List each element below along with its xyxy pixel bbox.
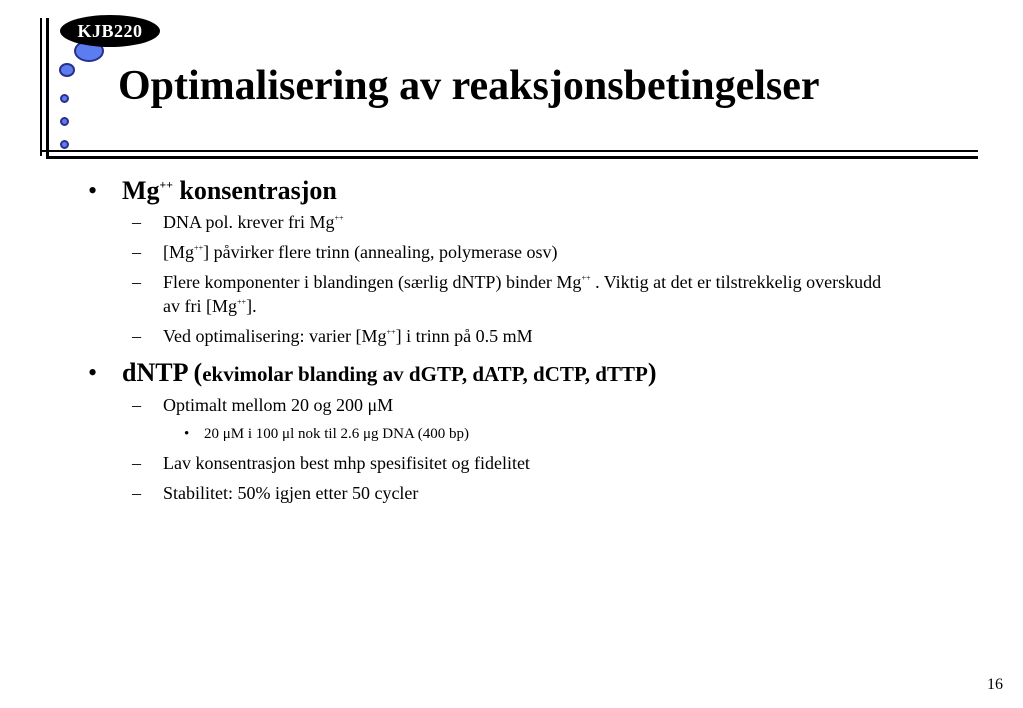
- sub-item-text: [Mg: [163, 242, 194, 262]
- dash-mark: –: [132, 212, 141, 232]
- sub-sub-item-amount: [184, 423, 988, 445]
- sub-item-mg-affects: [132, 240, 988, 264]
- sub-item-text-rest: ] påvirker flere trinn (annealing, polymerase osv): [203, 242, 558, 262]
- sub-item-components-bind: [132, 270, 988, 318]
- bullet-mg-concentration: [88, 172, 988, 210]
- dntp-label: dNTP (: [122, 358, 203, 387]
- sub-item-sup: ++: [581, 273, 591, 283]
- sub-item-text: Stabilitet: 50% igjen etter 50 cycler: [163, 483, 419, 503]
- dash-mark: –: [132, 242, 141, 262]
- slide-title: Optimalisering av reaksjonsbetingelser: [118, 63, 820, 109]
- sub-sub-item-text: 20 μM i 100 μl nok til 2.6 μg DNA (400 bp): [204, 426, 469, 442]
- sub-item-text: Optimalt mellom 20 og 200 μM: [163, 395, 394, 415]
- sub-item-text: Lav konsentrasjon best mhp spesifisitet og fidelitet: [163, 453, 530, 473]
- frame-left-line-outer: [40, 18, 42, 156]
- bullet-mark: •: [88, 358, 98, 387]
- frame-left-line-inner: [46, 18, 49, 158]
- decor-circle-medium: [59, 63, 75, 77]
- sub-item-text-end: ].: [246, 296, 257, 316]
- sub-item-stability: [132, 481, 988, 505]
- sub-item-sup: ++: [194, 243, 204, 253]
- sub-item-sup: ++: [386, 327, 396, 337]
- slide-content: [88, 170, 988, 511]
- bullet-dntp: [88, 354, 988, 393]
- page-number: 16: [987, 676, 1003, 693]
- course-badge: KJB220: [60, 15, 160, 47]
- decor-circle-small-3: [60, 140, 69, 149]
- decor-circle-small-2: [60, 117, 69, 126]
- dntp-label-close: ): [647, 358, 657, 387]
- sub-item-text: DNA pol. krever fri Mg: [163, 212, 335, 232]
- dash-mark: –: [132, 395, 141, 415]
- dash-mark: –: [132, 453, 141, 473]
- mg-sup: ++: [159, 178, 173, 192]
- mg-label-rest: konsentrasjon: [172, 176, 337, 205]
- dash-mark: –: [132, 326, 141, 346]
- dash-mark: –: [132, 272, 141, 292]
- sub-item-text: Ved optimalisering: varier [Mg: [163, 326, 387, 346]
- decor-circle-small-1: [60, 94, 69, 103]
- sub-item-dna-pol: [132, 210, 988, 234]
- bullet-mark-small: •: [184, 426, 190, 442]
- header-divider-line-1: [40, 150, 978, 152]
- dntp-label-detail: ekvimolar blanding av dGTP, dATP, dCTP, dTTP: [202, 362, 648, 386]
- sub-item-text-rest: . Viktig at det er tilstrekkelig overskudd av fri [Mg: [163, 272, 882, 316]
- dash-mark: –: [132, 483, 141, 503]
- sub-item-optimal-range: [132, 393, 988, 417]
- header-divider-line-2: [46, 156, 978, 159]
- sub-item-optimization: [132, 324, 988, 348]
- sub-item-low-concentration: [132, 451, 988, 475]
- sub-item-sup: ++: [334, 213, 344, 223]
- sub-item-text-rest: ] i trinn på 0.5 mM: [395, 326, 533, 346]
- bullet-mark: •: [88, 176, 98, 205]
- mg-label: Mg: [122, 176, 160, 205]
- sub-item-sup-2: ++: [236, 297, 247, 307]
- sub-item-text: Flere komponenter i blandingen (særlig dNTP) binder Mg: [163, 272, 582, 292]
